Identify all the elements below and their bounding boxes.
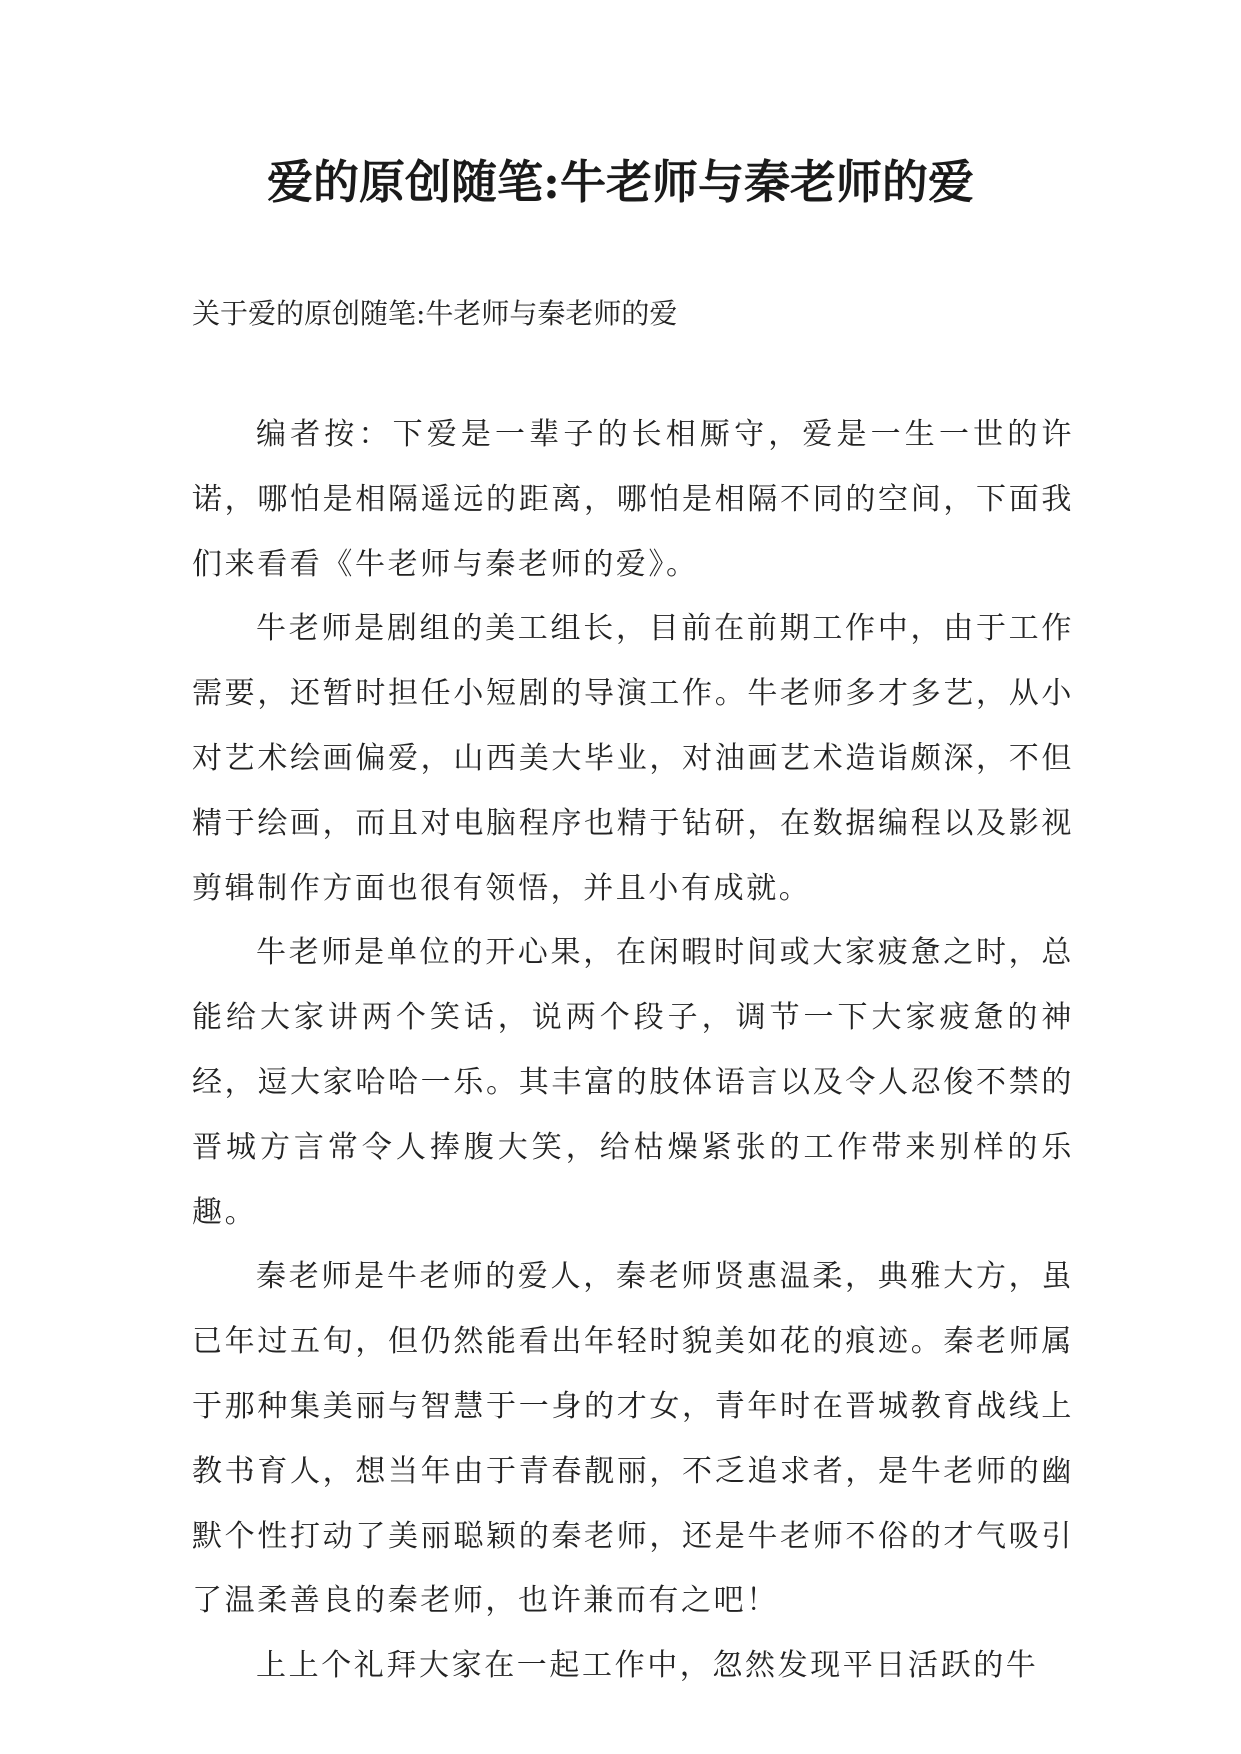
paragraph-last-week: 上上个礼拜大家在一起工作中，忽然发现平日活跃的牛 [256,1648,1039,1684]
document-subtitle: 关于爱的原创随笔:牛老师与秦老师的爱 [192,297,678,330]
document-title: 爱的原创随笔:牛老师与秦老师的爱 [267,155,974,209]
document-body [192,403,1074,1699]
paragraph-qin-intro: 秦老师是牛老师的爱人，秦老师贤惠温柔，典雅大方，虽已年过五旬，但仍然能看出年轻时貌美如花的痕迹。秦老师属于那种集美丽与智慧于一身的才女，青年时在晋城教育战线上教书育人，想当年由于青春靓丽，不乏追求者，是牛老师的幽默个性打动了美丽聪颖的秦老师，还是牛老师不俗的才气吸引了温柔善良的秦老师，也许兼而有之吧！ [192,1259,1074,1619]
paragraph-editor-note: 编者按：下爱是一辈子的长相厮守，爱是一生一世的许诺，哪怕是相隔遥远的距离，哪怕是相隔不同的空间，下面我们来看看《牛老师与秦老师的爱》。 [192,417,1074,582]
paragraph-niu-humor: 牛老师是单位的开心果，在闲暇时间或大家疲惫之时，总能给大家讲两个笑话，说两个段子，调节一下大家疲惫的神经，逗大家哈哈一乐。其丰富的肢体语言以及令人忍俊不禁的晋城方言常令人捧腹大笑，给枯燥紧张的工作带来别样的乐趣。 [192,935,1074,1230]
paragraph-niu-intro: 牛老师是剧组的美工组长，目前在前期工作中，由于工作需要，还暂时担任小短剧的导演工作。牛老师多才多艺，从小对艺术绘画偏爱，山西美大毕业，对油画艺术造诣颇深，不但精于绘画，而且对电脑程序也精于钻研，在数据编程以及影视剪辑制作方面也很有领悟，并且小有成就。 [192,611,1074,906]
